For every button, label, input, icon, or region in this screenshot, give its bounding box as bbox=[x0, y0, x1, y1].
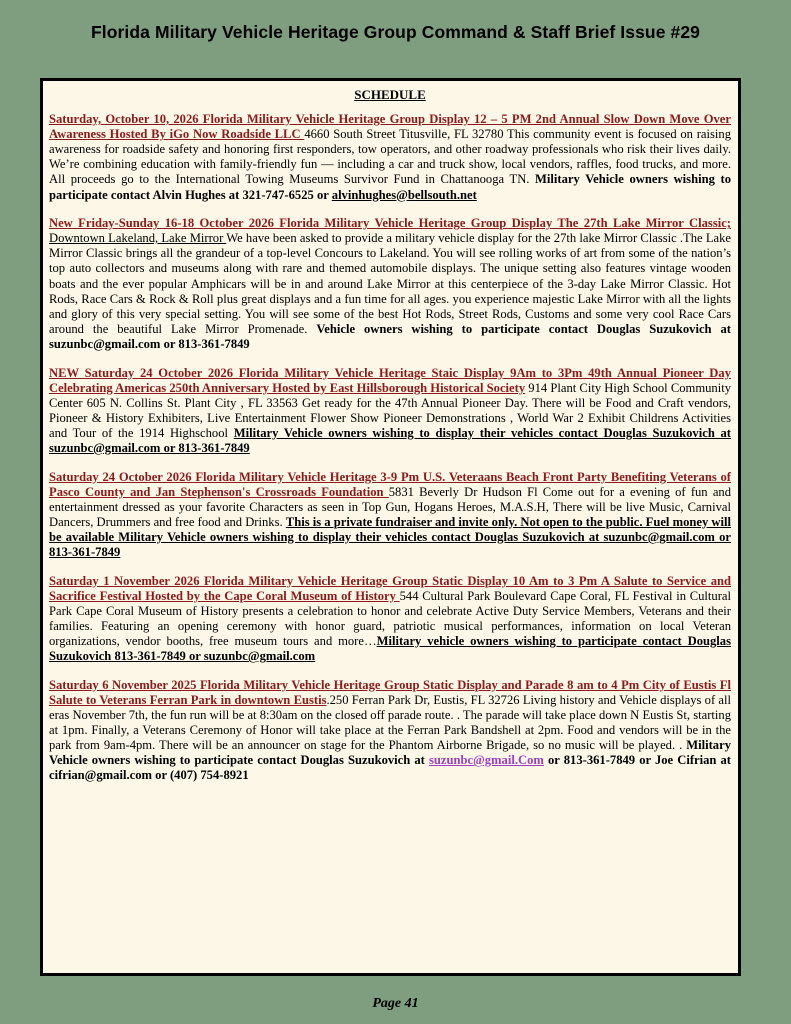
event-contact: Vehicle owners wishing to participate contact Douglas Suzukovich at suzunbc@gmail.com or 813-361-7849 bbox=[49, 321, 731, 351]
event-entry-3 bbox=[49, 366, 731, 457]
event-contact: Military Vehicle owners wishing to participate contact Alvin Hughes at 321-747-6525 or bbox=[49, 172, 731, 202]
event-entry-4 bbox=[49, 470, 731, 561]
contact-email-link[interactable]: suzunbc@gmail.Com bbox=[428, 753, 544, 768]
schedule-panel bbox=[40, 78, 741, 976]
event-contact: Military vehicle owners wishing to participate contact Douglas Suzukovich 813-361-7849 or suzunbc@gmail.com bbox=[49, 634, 731, 664]
page-number: Page 41 bbox=[372, 996, 419, 1011]
event-headline: New Friday-Sunday 16-18 October 2026 Florida Military Vehicle Heritage Group Display The 27th Lake Mirror Classic; bbox=[49, 216, 731, 231]
event-contact-tail: or 813-361-7849 or Joe Cifrian at cifrian@gmail.com or (407) 754-8921 bbox=[49, 753, 732, 783]
event-body: 4660 South Street Titusville, FL 32780 This community event is focused on raising awareness for roadside safety and honoring first responders, tow operators, and other roadway professionals who risk their lives daily. We’re combining education with family-friendly fun — including a car and truck show, local vendors, raffles, food trucks, and more. All proceeds go to the International Towing Museums Survivor Fund in Chattanooga TN. bbox=[49, 127, 732, 187]
event-headline: NEW Saturday 24 October 2026 Florida Military Vehicle Heritage Staic Display 9Am to 3Pm 49th Annual Pioneer Day Celebrating Americas 250th Anniversary Hosted by East Hillsborough Historical Society bbox=[49, 365, 731, 395]
event-contact: This is a private fundraiser and invite only. Not open to the public. Fuel money will be available Military Vehicle owners wishing to display their vehicles contact Douglas Suzukovich at suzunbc@gmail.com or 813-361-7849 bbox=[49, 514, 732, 560]
event-body: .250 Ferran Park Dr, Eustis, FL 32726 Living history and Vehicle displays of all eras November 7th, the fun run will be at 8:30am on the closed off parade route. . The parade will take place down N Eustis St, starting at 1pm. Finally, a Veterans Ceremony of Honor will take place at the Ferran Park Bandshell at 2pm. Food and vendors will be in the park from 9am-4pm. There will be an announcer on stage for the Phantom Airborne Brigade, so no music will be played. . bbox=[49, 692, 731, 753]
event-headline: Saturday 1 November 2026 Florida Military Vehicle Heritage Group Static Display 10 Am to 3 Pm A Salute to Service and Sacrifice Festival Hosted by the Cape Coral Museum of History bbox=[49, 573, 731, 603]
event-contact: Military Vehicle owners wishing to display their vehicles contact Douglas Suzukovich at suzunbc@gmail.com or 813-361-7849 bbox=[49, 425, 731, 455]
event-body: 5831 Beverly Dr Hudson Fl Come out for a evening of fun and entertainment dressed as your favorite Characters as seen in Top Gun, Hogans Heroes, M.A.S.H, There will be live Music, Carnival Dancers, Drummers and free food and Drinks. bbox=[49, 484, 731, 529]
event-body: 544 Cultural Park Boulevard Cape Coral, FL Festival in Cultural Park Cape Coral Museum of History presents a celebration to honor and celebrate Active Duty Service Members, Veterans and their families. Featuring an opening ceremony with honor guard, patriotic musical performances, information on local Veteran organizations, vendor booths, free museum tours and more… bbox=[49, 588, 731, 648]
event-headline: Saturday, October 10, 2026 Florida Military Vehicle Heritage Group Display 12 – 5 PM 2nd Annual Slow Down Move Over Awareness Hosted By iGo Now Roadside LLC bbox=[49, 112, 731, 142]
schedule-heading: SCHEDULE bbox=[354, 87, 426, 102]
newsletter-title: Florida Military Vehicle Heritage Group Command & Staff Brief Issue #29 bbox=[90, 22, 701, 42]
event-body: We have been asked to provide a military vehicle display for the 27th lake Mirror Classic .The Lake Mirror Classic brings all the grandeur of a top-level Concours to Lakeland. You will see rolling works of art from some of the nation’s top auto collectors and museums along with rare and themed automobile displays. The unique setting also features vintage wooden boats and the ever popular Amphicars will be in and around Lake Mirror at this centerpiece of the 3-day Lake Mirror Classic. Hot Rods, Race Cars & Rock & Roll plus great displays and a fun time for all ages. you experience majestic Lake Mirror with all the lights and glory of this very special setting. You will see some of the best Hot Rods, Street Rods, Customs and some very cool Race Cars around the beautiful Lake Mirror Promenade. bbox=[49, 231, 731, 336]
event-entry-6 bbox=[49, 678, 731, 784]
event-location: Downtown Lakeland, Lake Mirror bbox=[49, 231, 227, 246]
event-headline: Saturday 6 November 2025 Florida Military Vehicle Heritage Group Static Display and Parade 8 am to 4 Pm City of Eustis Fl Salute to Veterans Ferran Park in downtown Eustis bbox=[49, 677, 731, 707]
event-entry-5 bbox=[49, 574, 731, 665]
event-contact: Military Vehicle owners wishing to participate contact Douglas Suzukovich at bbox=[49, 738, 731, 768]
event-body: 914 Plant City High School Community Center 605 N. Collins St. Plant City , FL 33563 Get ready for the 47th Annual Pioneer Day. There will be Food and Craft vendors, Pioneer & History Exhibiters, Live Entertainment Flower Show Pioneer Demonstrations , World War 2 Exhibit Childrens Activities and Tour of the 1914 Highschool bbox=[49, 380, 731, 440]
event-entry-2 bbox=[49, 216, 731, 352]
event-entry-1 bbox=[49, 112, 731, 203]
contact-email-link[interactable]: alvinhughes@bellsouth.net bbox=[331, 187, 477, 202]
event-headline: Saturday 24 October 2026 Florida Military Vehicle Heritage 3-9 Pm U.S. Veteraans Beach Front Party Benefiting Veterans of Pasco County and Jan Stephenson's Crossroads Foundation bbox=[49, 469, 731, 499]
